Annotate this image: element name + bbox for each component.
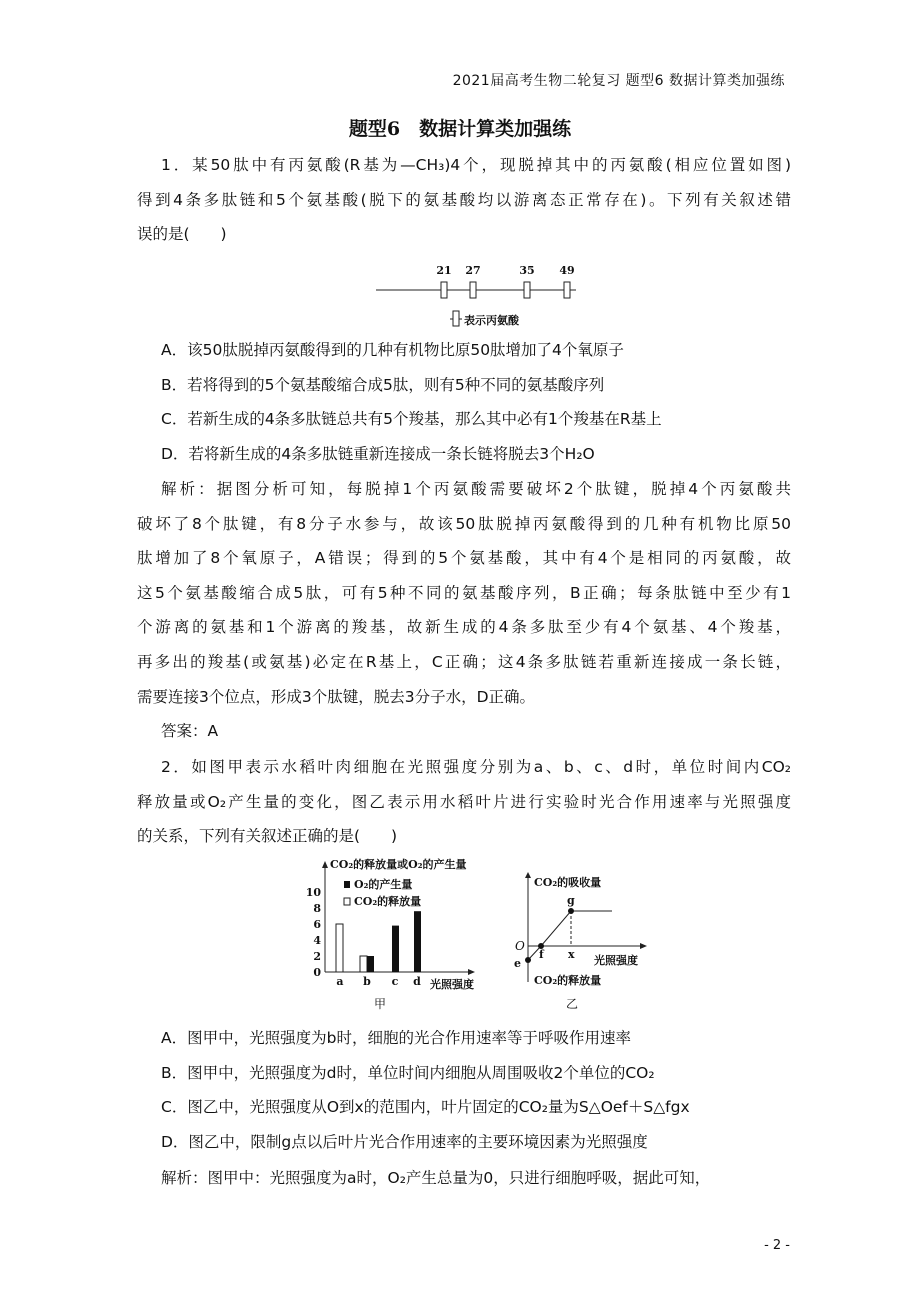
legend-swatch-co2 [344, 898, 350, 905]
option-line: D．图乙中，限制g点以后叶片光合作用速率的主要环境因素为光照强度 [161, 1132, 648, 1151]
chart-caption: 乙 [565, 997, 579, 1011]
x-axis-label: 光照强度 [430, 978, 474, 991]
option-line: A．图甲中，光照强度为b时，细胞的光合作用速率等于呼吸作用速率 [161, 1029, 631, 1047]
svg-text:e: e [514, 957, 521, 970]
alanine-marker [559, 264, 574, 298]
q2-options [137, 1021, 791, 1159]
alanine-position-figure [370, 258, 590, 330]
q2-analysis [137, 1161, 791, 1196]
y-tick-label: 0 [313, 966, 321, 979]
x-tick-label: c [391, 975, 399, 988]
option-line: C．图乙中，光照强度从O到x的范围内，叶片固定的CO₂量为S△Oef＋S△fgx [161, 1098, 690, 1117]
svg-text:光照强度: 光照强度 [594, 954, 638, 967]
option-line: B．若将得到的5个氨基酸缩合成5肽，则有5种不同的氨基酸序列 [161, 375, 605, 394]
svg-text:49: 49 [559, 264, 575, 277]
bar-o2-production [367, 956, 374, 972]
alanine-marker [465, 264, 480, 298]
text-line: 2．如图甲表示水稻叶肉细胞在光照强度分别为a、b、c、d时，单位时间内CO₂ [161, 758, 791, 776]
alanine-marker [436, 264, 451, 298]
text-line: 释放量或O₂产生量的变化，图乙表示用水稻叶片进行实验时光合作用速率与光照强度 [137, 792, 791, 811]
alanine-marker [519, 264, 534, 298]
text-line: 个游离的氨基和1个游离的羧基，故新生成的4条多肽至少有4个氨基、4个羧基， [137, 618, 791, 637]
page-title: 题型6 数据计算类加强练 [348, 118, 572, 140]
page-number: - 2 - [764, 1238, 790, 1253]
chart-caption: 甲 [373, 997, 387, 1011]
legend-label: CO₂的释放量 [354, 895, 422, 908]
svg-text:O: O [515, 939, 525, 953]
y-tick-label: 10 [305, 886, 321, 899]
text-line: 肽增加了8个氧原子，A错误；得到的5个氨基酸，其中有4个是相同的丙氨酸，故 [137, 549, 791, 568]
option-line: B．图甲中，光照强度为d时，单位时间内细胞从周围吸收2个单位的CO₂ [161, 1063, 655, 1082]
text-line: 这5个氨基酸缩合成5肽，可有5种不同的氨基酸序列，B正确；每条肽链中至少有1 [137, 583, 791, 602]
bar-co2-release [360, 956, 367, 972]
text-line: 破坏了8个肽键，有8分子水参与，故该50肽脱掉丙氨酸得到的几种有机物比原50 [137, 514, 791, 533]
text-line: 需要连接3个位点，形成3个肽键，脱去3分子水，D正确。 [137, 687, 536, 706]
svg-text:g: g [567, 894, 575, 907]
y-tick-label: 4 [313, 934, 321, 947]
svg-text:CO₂的释放量: CO₂的释放量 [534, 974, 602, 987]
point-e [525, 957, 531, 963]
text-line: 的关系，下列有关叙述正确的是( ) [137, 827, 398, 846]
text-line: 误的是( ) [137, 225, 227, 244]
text-line: 解析：据图分析可知，每脱掉1个丙氨酸需要破坏2个肽键，脱掉4个丙氨酸共 [161, 480, 791, 498]
bar-o2-production [392, 926, 399, 972]
bar-o2-production [414, 911, 421, 972]
svg-text:CO₂的吸收量: CO₂的吸收量 [534, 876, 602, 889]
q2-stem [137, 750, 791, 854]
text-line: 答案：A [161, 722, 219, 740]
svg-text:35: 35 [519, 264, 535, 277]
point-g [568, 908, 574, 914]
svg-text:表示丙氨酸: 表示丙氨酸 [464, 314, 519, 327]
y-axis-label: CO₂的释放量或O₂的产生量 [330, 858, 467, 871]
legend-swatch-o2 [344, 881, 350, 888]
svg-text:21: 21 [436, 264, 452, 277]
page-header: 2021届高考生物二轮复习 题型6 数据计算类加强练 [452, 73, 785, 89]
figure-legend [450, 311, 520, 327]
q1-options [137, 333, 791, 471]
x-tick-label: d [413, 975, 421, 988]
text-line: 1．某50肽中有丙氨酸(R基为—CH₃)4个，现脱掉其中的丙氨酸(相应位置如图) [161, 156, 791, 174]
svg-text:27: 27 [465, 264, 481, 277]
text-line: 解析：图甲中：光照强度为a时，O₂产生总量为0，只进行细胞呼吸，据此可知， [161, 1169, 711, 1187]
y-tick-label: 8 [313, 902, 321, 915]
x-tick-label: b [363, 975, 371, 988]
q1-stem [137, 148, 791, 252]
text-line: 得到4条多肽链和5个氨基酸(脱下的氨基酸均以游离态正常存在)。下列有关叙述错 [137, 190, 791, 209]
option-line: D．若将新生成的4条多肽链重新连接成一条长链将脱去3个H₂O [161, 444, 595, 463]
y-tick-label: 6 [313, 918, 321, 931]
x-tick-label: a [336, 975, 344, 988]
svg-text:x: x [568, 948, 575, 961]
q1-analysis [137, 472, 791, 714]
bar-co2-release [336, 924, 343, 972]
option-line: C．若新生成的4条多肽链总共有5个羧基，那么其中必有1个羧基在R基上 [161, 410, 662, 429]
q1-answer [137, 714, 791, 749]
option-line: A．该50肽脱掉丙氨酸得到的几种有机物比原50肽增加了4个氧原子 [161, 341, 624, 359]
legend-label: O₂的产生量 [354, 878, 413, 891]
text-line: 再多出的羧基(或氨基)必定在R基上，C正确；这4条多肽链若重新连接成一条长链， [137, 652, 791, 671]
figure-yi-line-chart [510, 852, 660, 1022]
y-tick-label: 2 [313, 950, 321, 963]
svg-text:f: f [539, 948, 544, 961]
